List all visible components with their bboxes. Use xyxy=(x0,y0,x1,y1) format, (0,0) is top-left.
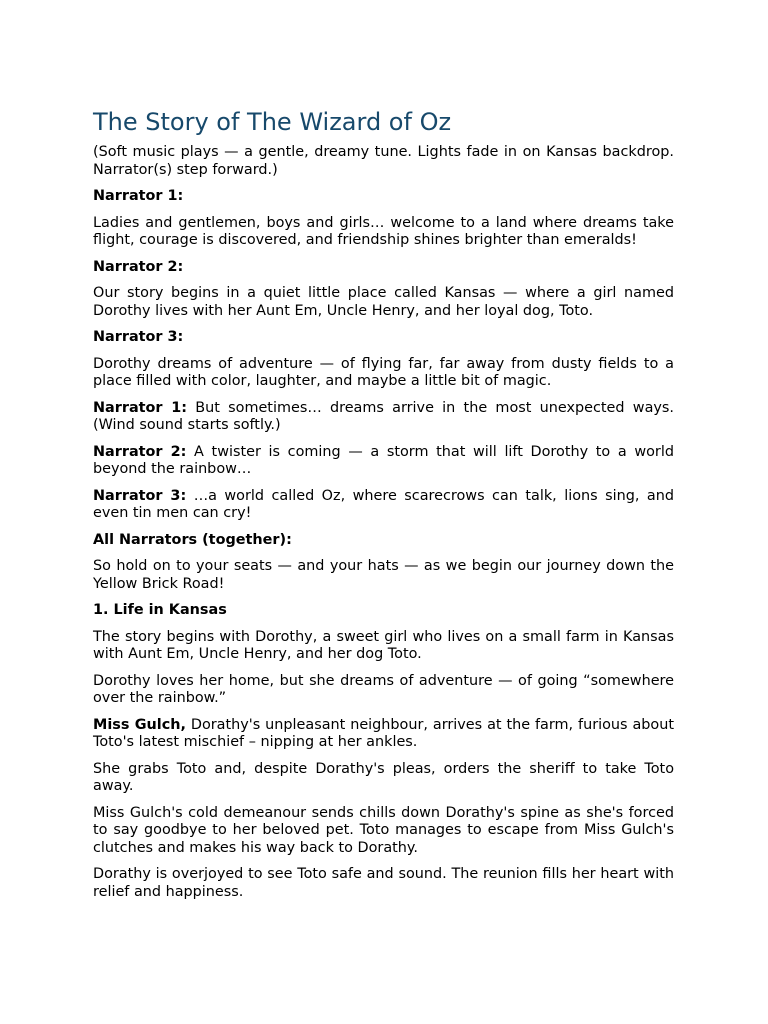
section1-paragraph-4: She grabs Toto and, despite Dorathy's pleas, orders the sheriff to take Toto away. xyxy=(93,760,674,794)
narrator2-line-paragraph xyxy=(93,444,674,479)
document-page xyxy=(93,106,674,910)
section1-paragraph-2: Dorothy loves her home, but she dreams of adventure — of going “somewhere over the rainbow.” xyxy=(93,672,674,706)
section1-paragraph-1: The story begins with Dorothy, a sweet girl who lives on a small farm in Kansas with Aunt Em, Uncle Henry, and her dog Toto. xyxy=(93,628,674,662)
narrator3-line-paragraph xyxy=(93,488,674,523)
all-narrators-paragraph: So hold on to your seats — and your hats — as we begin our journey down the Yellow Brick Road! xyxy=(93,558,674,592)
section1-paragraph-3 xyxy=(93,717,674,752)
narrator3-line-lead: Narrator 3: xyxy=(93,487,187,504)
intro-paragraph: (Soft music plays — a gentle, dreamy tune. Lights fade in on Kansas backdrop. Narrator(s) step forward.) xyxy=(93,144,674,178)
section1-paragraph-3-text: Dorathy's unpleasant neighbour, arrives at the farm, furious about Toto's latest mischief – nipping at her ankles. xyxy=(93,716,674,750)
narrator1-line-text: But sometimes… dreams arrive in the most unexpected ways. (Wind sound starts softly.) xyxy=(93,399,674,433)
narrator1-paragraph: Ladies and gentlemen, boys and girls… welcome to a land where dreams take flight, courage is discovered, and friendship shines brighter than emeralds! xyxy=(93,214,674,248)
narrator2-line-lead: Narrator 2: xyxy=(93,443,187,460)
narrator3-paragraph: Dorothy dreams of adventure — of flying far, far away from dusty fields to a place filled with color, laughter, and maybe a little bit of magic. xyxy=(93,355,674,389)
all-narrators-heading: All Narrators (together): xyxy=(93,531,292,548)
narrator2-paragraph: Our story begins in a quiet little place called Kansas — where a girl named Dorothy lives with her Aunt Em, Uncle Henry, and her loyal dog, Toto. xyxy=(93,285,674,319)
document-title: The Story of The Wizard of Oz xyxy=(93,108,452,136)
narrator1-heading: Narrator 1: xyxy=(93,188,184,204)
section1-paragraph-5: Miss Gulch's cold demeanour sends chills down Dorathy's spine as she's forced to say goodbye to her beloved pet. Toto manages to escape from Miss Gulch's clutches and makes his way back to Dorathy. xyxy=(93,804,674,856)
section1-paragraph-6: Dorathy is overjoyed to see Toto safe and sound. The reunion fills her heart with relief and happiness. xyxy=(93,866,674,900)
narrator1-line-lead: Narrator 1: xyxy=(93,399,187,416)
miss-gulch-lead: Miss Gulch, xyxy=(93,716,186,733)
narrator2-line-text: A twister is coming — a storm that will lift Dorothy to a world beyond the rainbow… xyxy=(93,443,674,477)
narrator3-heading: Narrator 3: xyxy=(93,329,184,345)
narrator1-line-paragraph xyxy=(93,400,674,435)
narrator2-heading: Narrator 2: xyxy=(93,258,184,275)
section-heading-life-in-kansas: 1. Life in Kansas xyxy=(93,602,227,618)
narrator3-line-text: …a world called Oz, where scarecrows can talk, lions sing, and even tin men can cry! xyxy=(93,487,674,521)
